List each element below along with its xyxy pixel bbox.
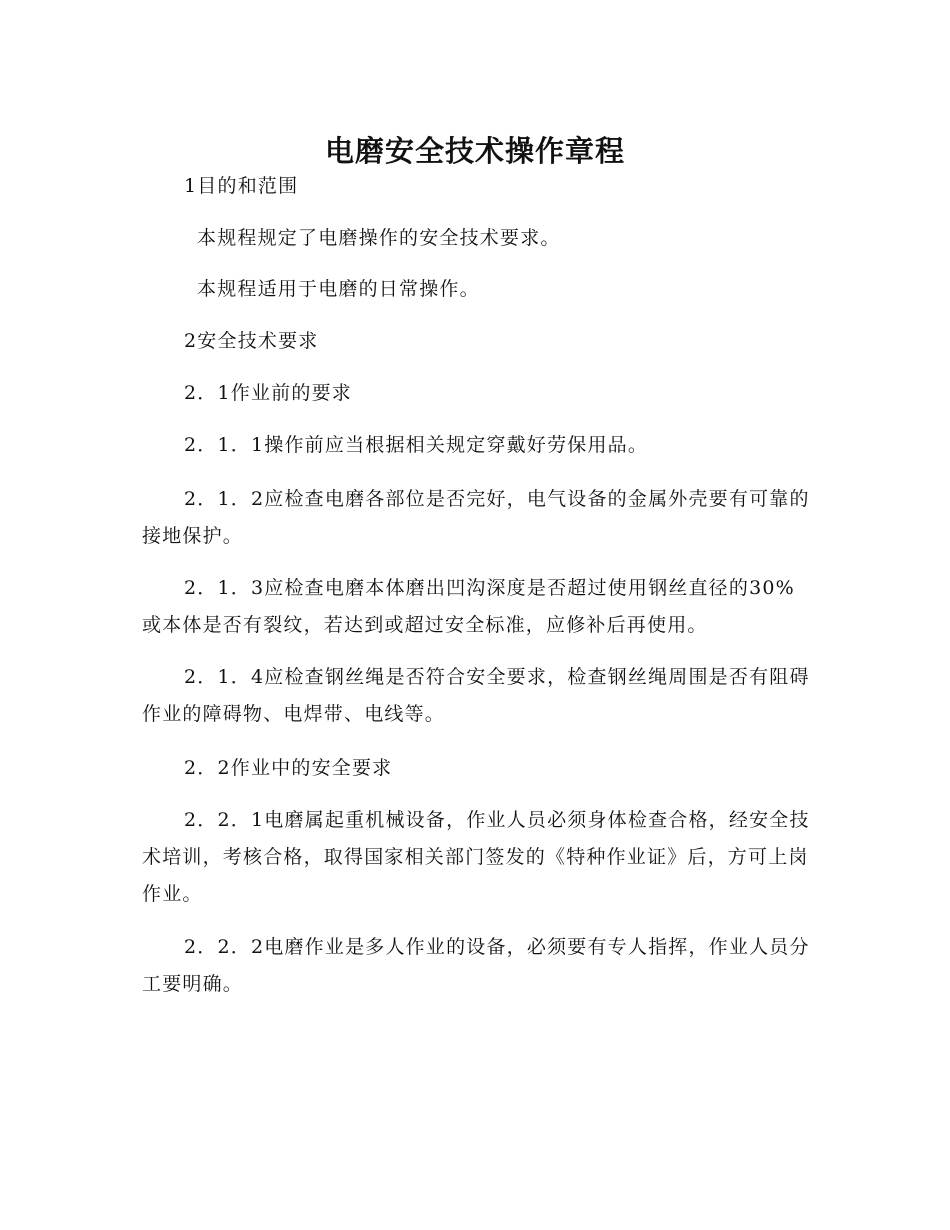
- section-heading-1: 1目的和范围: [184, 175, 299, 197]
- clause-2-1-3: 2．1．3应检查电磨本体磨出凹沟深度是否超过使用钢丝直径的30%或本体是否有裂纹，若达到或超过安全标准，应修补后再使用。: [142, 577, 795, 636]
- subsection-heading-2-1: 2．1作业前的要求: [184, 382, 352, 404]
- clause-2-2-2: 2．2．2电磨作业是多人作业的设备，必须要有专人指挥，作业人员分工要明确。: [142, 936, 810, 995]
- clause-2-2-1: 2．2．1电磨属起重机械设备，作业人员必须身体检查合格，经安全技术培训，考核合格，取得国家相关部门签发的《特种作业证》后，方可上岗作业。: [142, 809, 810, 905]
- section-heading-2: 2安全技术要求: [184, 330, 319, 352]
- clause-2-1-1: 2．1．1操作前应当根据相关规定穿戴好劳保用品。: [184, 434, 649, 456]
- document-title: 电磨安全技术操作章程: [324, 134, 625, 169]
- clause-2-1-4: 2．1．4应检查钢丝绳是否符合安全要求，检查钢丝绳周围是否有阻碍作业的障碍物、电焊带、电线等。: [142, 666, 810, 725]
- paragraph-scope-2: 本规程适用于电磨的日常操作。: [197, 278, 480, 300]
- clause-2-1-2: 2．1．2应检查电磨各部位是否完好，电气设备的金属外壳要有可靠的接地保护。: [142, 488, 810, 547]
- subsection-heading-2-2: 2．2作业中的安全要求: [184, 757, 393, 779]
- paragraph-scope-1: 本规程规定了电磨操作的安全技术要求。: [197, 227, 561, 249]
